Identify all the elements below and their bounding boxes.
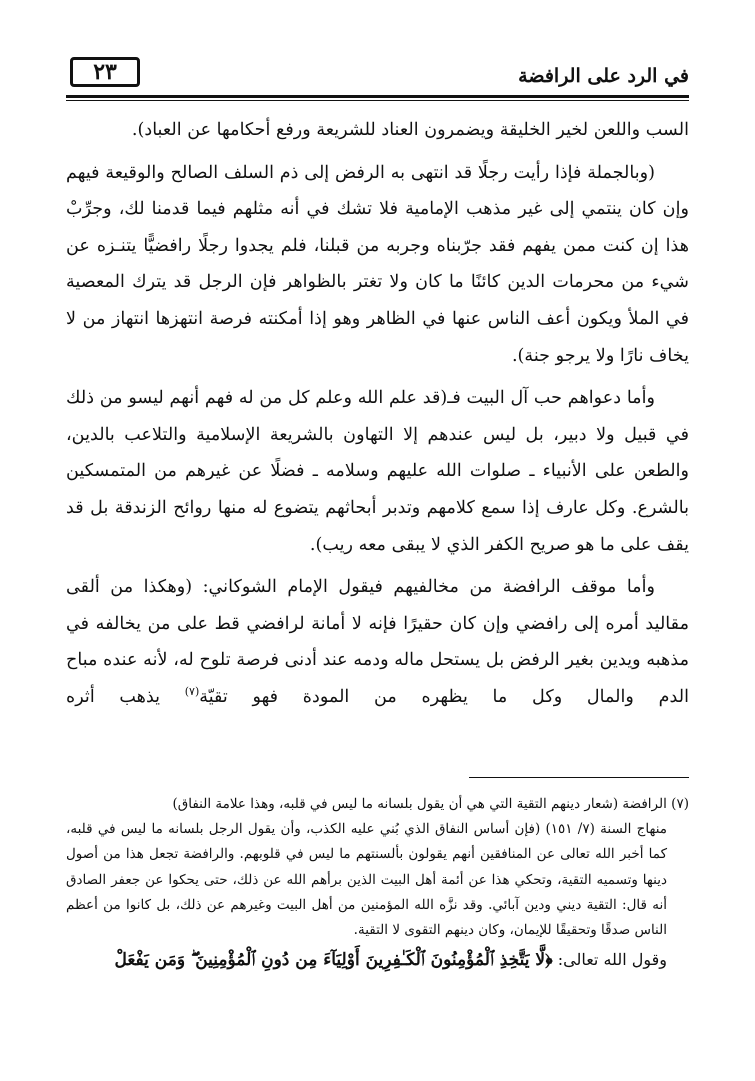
paragraph: (وبالجملة فإذا رأيت رجلًا قد انتهى به الرفض إلى ذم السلف الصالح والوقيعة فيهم وإن كان ينتمي إلى غير مذهب الإمامية فلا تشك في أنه مثلهم فيما قدمنا لك، وجرِّبْ هذا إن كنت ممن يفهم فقد جرّبناه وجربه من قبلنا، فلم يجدوا رجلًا رافضيًّا يتنـزه عن شيء من محرمات الدين كائنًا ما كان ولا تغتر بالظواهر فإن الرجل قد يترك المعصية في الملأ ويكون أعف الناس عنها في الظاهر وهو إذا أمكنته فرصة انتهزها انتهاز من لا يخاف نارًا ولا يرجو جنة). xyxy=(66,162,689,366)
quran-citation xyxy=(66,945,689,975)
paragraph: السب واللعن لخير الخليقة ويضمرون العناد للشريعة ورفع أحكامها عن العباد). xyxy=(131,120,689,140)
paragraph xyxy=(66,569,689,715)
quran-intro: وقول الله تعالى: xyxy=(552,950,667,970)
page-header xyxy=(70,52,689,96)
page-number xyxy=(70,57,140,87)
footnote xyxy=(66,792,689,943)
footnote-marker: (٧) xyxy=(671,796,689,812)
footnotes xyxy=(66,792,689,975)
footnote-separator xyxy=(469,777,689,778)
footnote-continuation: منهاج السنة (٧/ ١٥١) (فإن أساس النفاق الذي بُني عليه الكذب، وأن يقول الرجل بلسانه ما ليس في قلبه، كما أخبر الله تعالى عن المنافقين أنهم يقولون بألسنتهم ما ليس في قلوبهم. والرافضة تجعل هذا من أصول دينها وتسميه التقية، وتحكي هذا عن أئمة أهل البيت الذين برأهم الله عن ذلك، حتى يحكوا عن جعفر الصادق أنه قال: التقية ديني ودين آبائي. وقد نزَّه الله المؤمنين من أهل البيت وغيرهم عن ذلك، بل كانوا من أعظم الناس صدقًا وتحقيقًا للإيمان، وكان دينهم التقوى لا التقية. xyxy=(66,821,667,939)
main-text xyxy=(66,112,689,722)
footnote-text: الرافضة (شعار دينهم التقية التي هي أن يقول بلسانه ما ليس في قلبه، وهذا علامة النفاق) xyxy=(172,796,667,812)
footnote-reference: (٧) xyxy=(184,685,200,699)
page-number-text: ٢٣ xyxy=(93,59,117,85)
paragraph: وأما دعواهم حب آل البيت فـ(قد علم الله وعلم كل من له فهم أنهم ليسو من ذلك في قبيل ولا دبير، بل ليس عندهم إلا التهاون بالشريعة الإسلامية والتلاعب بالدين، والطعن على الأنبياء ـ صلوات الله عليهم وسلامه ـ فضلًا عن غيرهم من المتمسكين بالشرع. وكل عارف إذا سمع كلامهم وتدبر أبحاثهم يتضوع له منها روائح الزندقة بل قد يقف على ما هو صريح الكفر الذي لا يبقى معه ريب). xyxy=(66,388,689,555)
paragraph-text: وأما موقف الرافضة من مخالفيهم فيقول الإمام الشوكاني: (وهكذا من ألقى مقاليد أمره إلى رافضي وإن كان حقيرًا فإنه لا أمانة لرافضي قط على من يخالفه في مذهبه ويدين بغير الرفض بل يستحل ماله ودمه عند أدنى فرصة تلوح له، لأنه عنده مباح الدم والمال وكل ما يظهره من المودة فهو تقيّة xyxy=(66,577,689,707)
running-title: في الرد على الرافضة xyxy=(518,65,689,87)
paragraph-text-tail: يذهب أثره xyxy=(66,686,185,707)
header-rule xyxy=(66,95,689,98)
quran-verse: ﴿لَّا يَتَّخِذِ ٱلْمُؤْمِنُونَ ٱلْكَـٰفِرِينَ أَوْلِيَآءَ مِن دُونِ ٱلْمُؤْمِنِينَ ۖ وَمَن يَفْعَلْ xyxy=(114,950,553,971)
